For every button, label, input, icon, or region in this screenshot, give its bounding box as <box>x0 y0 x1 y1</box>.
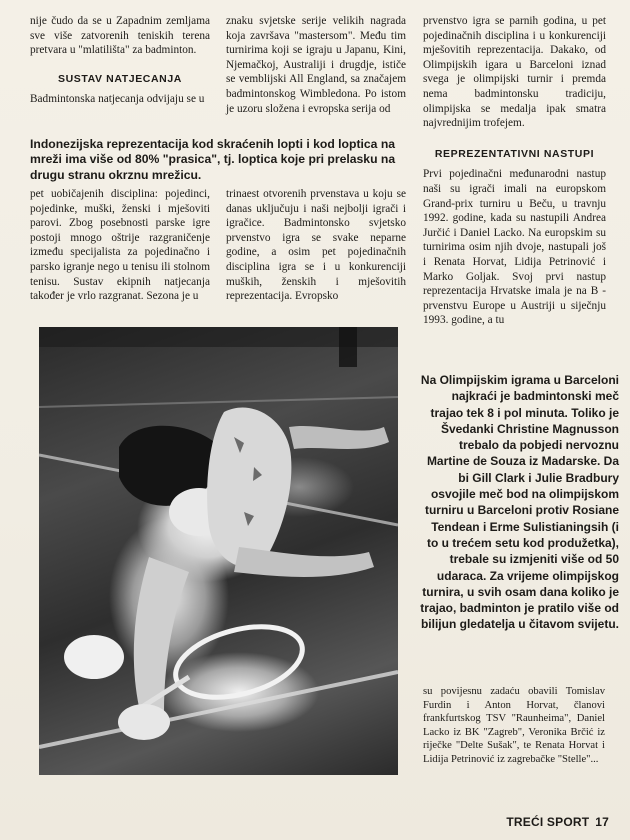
photo-illustration <box>39 327 398 775</box>
page-footer <box>506 815 609 829</box>
section-heading-sustav: SUSTAV NATJECANJA <box>58 72 182 85</box>
column-1-top <box>30 14 210 107</box>
column-3-top <box>423 14 606 328</box>
magazine-name: TREĆI SPORT <box>506 815 590 829</box>
pull-quote: Na Olimpijskim igrama u Barceloni najkraći je badmintonski meč trajao tek 8 i pol minuta. Toliko je Švedanki Christine Magnusson trebalo da pobjedi nervoznu Martine de Souza iz Madarske. Da bi Gill Clark i Julie Bradbury osvojile meč bod na olimpijskom turniru u Barceloni protiv Rosiane Tendean i Erme Sulistianingsih (i to u trećem setu kod produžetka), trebale su izmjeniti više od 50 udaraca. Za vrijeme olimpijskog turnira, u svih osam dana koliko je trajao, badminton je pratilo više od bilijun gledatelja u čitavom svijetu. <box>420 373 619 632</box>
section-heading-reprezentativni: REPREZENTATIVNI NASTUPI <box>434 147 595 160</box>
column-2-top <box>226 14 406 116</box>
badminton-player-photo <box>39 327 398 775</box>
col1-bottom-text: pet uobičajenih disciplina: pojedinci, pojedinke, muški, ženski i mješoviti parovi. Zbog posebnosti parske igre postoji mnogo oštrije razgraničenje između specijalista za pojedinačno i parsko igranje nego u tenisu ili stolnom tenisu. Sustav ekipnih natjecanja također je vrlo razgranat. Sezona je u <box>30 188 210 303</box>
col3-body-text: Prvi pojedinačni međunarodni nastup naši su igrači imali na europskom Grand-prix turniru u Beču, u travnju 1992. godine, kada su nastupili Andrea Jurčić i Daniel Lacko. Na europskim su turnirima osim njih dvoje, nastupali još i Renata Horvat, Lidija Petrinović i Marko Goljak. Svoj prvi nastup reprezentacija Hrvatske imala je na B - prvenstvu Europe u Austriji u siječnju 1993. godine, a tu <box>423 168 606 327</box>
col2-top-text: znaku svjetske serije velikih nagrada koja završava "mastersom". Među tim turnirima koji se igraju u Japanu, Kini, Njemačkoj, Australiji i drugdje, ističe se vembliјski All England, sa značajem badmintonskog Wimbledona. Po istom je uzoru složena i evropska serija od <box>226 15 406 115</box>
column-2-bottom <box>226 187 406 304</box>
col2-bottom-text: trinaest otvorenih prvenstava u koju se danas uključuju i naši nejbolji igrači i igračice. Badmintonsko svjetsko prvenstvo igra se svake neparne godine, a osim pet pojedinačnih disciplina igra se i u konkurenciji muških, ženskih i mješovitih reprezentacija. Evropsko <box>226 188 406 303</box>
column-1-bottom <box>30 187 210 304</box>
col1-after-text: Badmintonska natjecanja odvijaju se u <box>30 93 205 106</box>
col3-top-text: prvenstvo igra se parnih godina, u pet pojedinačnih disciplina i u konkurenciji mješovitih reprezentacija. Dakako, od Olimpijskih igara u Barceloni iznad svega je olimpijski turnir i premda nema badmintonsku tradiciju, olimpijska se medalja ipak smatra najvrednijim trofejem. <box>423 15 606 130</box>
lead-highlight: Indonezijska reprezentacija kod skraćenih lopti i kod loptica na mreži ima više od 80% "prasica", tj. loptica koje pri prelasku na drugu stranu okrznu mrežicu. <box>30 137 396 182</box>
col1-top-text: nije čudo da se u Zapadnim zemljama sve više zatvorenih teniskih terena pretvara u "mlatilišta" za badminton. <box>30 15 210 57</box>
column-3-bottom-text: su povijesnu zadaću obavili Tomislav Furdin i Anton Horvat, članovi frankfurtskog TSV "Raunheima", Daniel Lacko iz BK "Zagreb", Veronika Brčić iz riječke "Delte Sušak", te Renata Horvat i Lidija Petrinović iz zagrebačke "Stelle"... <box>423 686 605 765</box>
page-number: 17 <box>595 815 609 829</box>
